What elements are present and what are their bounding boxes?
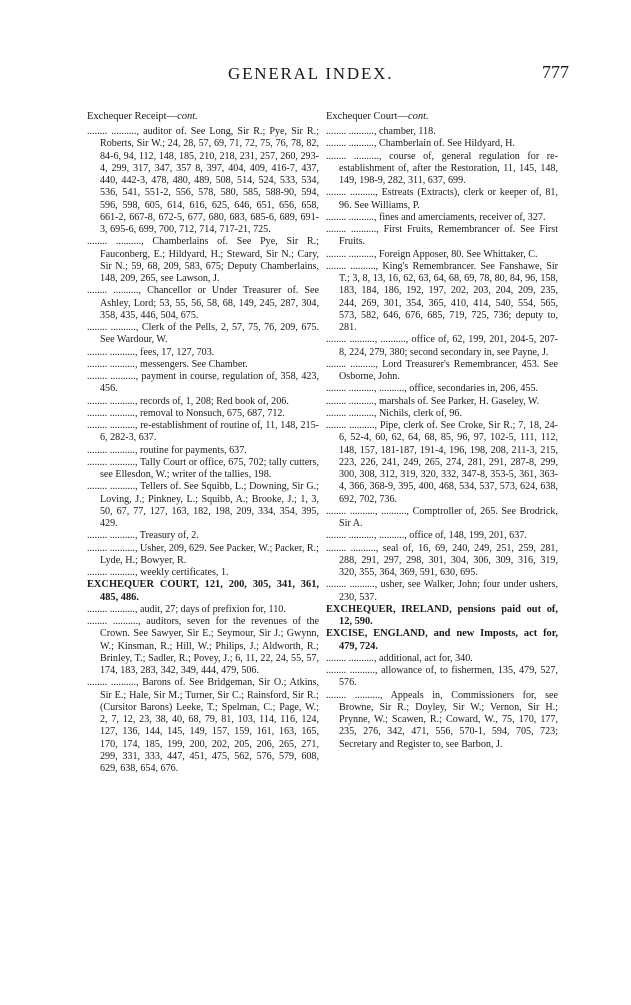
index-entry: ........ .........., Foreign Apposer, 80. See Whittaker, C.	[326, 248, 538, 260]
index-entry: ........ .........., re-establishment of routine of, 11, 148, 215-6, 282-3, 637.	[87, 420, 319, 444]
right-heading-cont: cont.	[407, 111, 429, 122]
index-entry: ........ .........., weekly certificates, 1.	[87, 567, 229, 578]
index-entry: ........ .........., .........., office of, 62, 199, 201, 204-5, 207-8, 224, 279, 380; second secondary in, see Payne, J.	[326, 334, 558, 358]
index-main-entry: EXCISE, ENGLAND, and new Imposts, act for, 479, 724.	[326, 628, 558, 652]
index-entry: ........ .........., Pipe, clerk of. See Croke, Sir R.; 7, 18, 24-6, 52-4, 60, 62, 64, 68, 85, 96, 97, 102-5, 111, 112, 148, 157, 181-187, 191-4, 196, 198, 208, 211-3, 215, 223, 226, 241, 249, 265, 274, 281, 291, 287-8, 299, 300, 308, 312, 319, 320, 332, 347-8, 353-5, 361, 363-4, 366, 368-9, 395, 400, 468, 534, 537, 573, 624, 638, 692, 702, 736.	[326, 420, 558, 505]
index-entry: ........ .........., auditors, seven for the revenues of the Crown. See Sawyer, Sir E.; Seymour, Sir J.; Gwynn, W.; Kinsman, R.; Hill, W.; Philips, J.; Aldworth, R.; Brinley, T.; Sadler, R.; Povey, J.; 6, 11, 22, 24, 55, 57, 174, 183, 283, 342, 349, 444, 479, 506.	[87, 616, 319, 676]
index-entry: ........ .........., King's Remembrancer. See Fanshawe, Sir T.; 3, 8, 13, 16, 62, 63, 64, 68, 69, 78, 80, 84, 96, 158, 183, 184, 186, 192, 197, 202, 203, 204, 209, 235, 244, 269, 301, 354, 365, 410, 414, 540, 554, 565, 573, 582, 646, 676, 685, 719, 725, 736; deputy to, 281.	[326, 260, 558, 333]
right-column-heading	[326, 110, 558, 124]
left-heading-main: Exchequer Receipt—	[87, 111, 178, 122]
page-header	[0, 58, 631, 88]
index-entry: ........ .........., removal to Nonsuch, 675, 687, 712.	[87, 407, 285, 419]
index-entry: ........ .........., payment in course, regulation of, 358, 423, 456.	[87, 371, 319, 395]
running-title: GENERAL INDEX.	[228, 64, 394, 83]
index-entry: ........ .........., Lord Treasurer's Remembrancer, 453. See Osborne, John.	[326, 358, 558, 382]
index-entry: ........ .........., Chancellor or Under Treasurer of. See Ashley, Lord; 53, 55, 56, 58, 68, 149, 245, 287, 304, 358, 435, 446, 504, 675.	[87, 285, 319, 321]
left-index-column	[87, 110, 319, 775]
index-entry: ........ .........., Appeals in, Commissioners for, see Browne, Sir R.; Doyley, Sir W.; Vernon, Sir H.; Prynne, W.; Scawen, R.; Coward, W., 75, 170, 177, 235, 276, 342, 471, 556, 570-1, 594, 705, 723; Secretary and Register to, see Barbon, J.	[326, 689, 558, 750]
index-entry: ........ .........., auditor of. See Long, Sir R.; Pye, Sir R.; Roberts, Sir W.; 24, 28, 57, 69, 71, 72, 75, 76, 78, 82, 84-6, 94, 112, 148, 185, 210, 218, 231, 257, 260, 293-4, 299, 317, 347, 357 8, 397, 404, 409, 416-7, 437, 440, 442-3, 478, 480, 489, 508, 514, 524, 533, 534, 536, 541, 551-2, 556, 578, 580, 585, 588-90, 594, 596, 598, 605, 614, 616, 625, 646, 651, 656, 658, 661-2, 667-8, 672-5, 677, 680, 683, 685-6, 689, 691-3, 695-6, 699, 700, 712, 714, 717-21, 725.	[87, 126, 319, 235]
index-entry: ........ .........., Clerk of the Pells, 2, 57, 75, 76, 209, 675. See Wardour, W.	[87, 322, 319, 346]
index-entry: ........ .........., Tellers of. See Squibb, L.; Downing, Sir G.; Loving, J.; Pinkney, L.; Squibb, A.; Brooke, J.; 1, 3, 50, 67, 77, 127, 163, 182, 198, 209, 334, 354, 395, 429.	[87, 481, 319, 529]
index-entry: ........ .........., fines and amerciaments, receiver of, 327.	[326, 211, 546, 223]
left-column-heading	[87, 110, 319, 124]
index-entry: ........ .........., marshals of. See Parker, H. Gaseley, W.	[326, 395, 540, 407]
index-entry: ........ .........., .........., office of, 148, 199, 201, 637.	[326, 530, 527, 542]
right-index-column	[326, 110, 558, 751]
index-main-entry: EXCHEQUER COURT, 121, 200, 305, 341, 361, 485, 486.	[87, 579, 319, 603]
index-entry: ........ .........., audit, 27; days of prefixion for, 110.	[87, 603, 286, 615]
index-entry: ........ .........., Tally Court or office, 675, 702; tally cutters, see Ellesdon, W.; writer of the tallies, 198.	[87, 456, 319, 480]
index-entry: ........ .........., Estreats (Extracts), clerk or keeper of, 81, 96. See Williams, P.	[326, 187, 558, 211]
index-entry: ........ .........., Usher, 209, 629. See Packer, W.; Packer, R.; Lyde, H.; Bowyer, R.	[87, 542, 319, 566]
index-entry: ........ .........., records of, 1, 208; Red book of, 206.	[87, 395, 289, 407]
index-entry: ........ .........., messengers. See Chamber.	[87, 358, 248, 370]
index-entry: ........ .........., First Fruits, Remembrancer of. See First Fruits.	[326, 224, 558, 248]
index-main-entry: EXCHEQUER, IRELAND, pensions paid out of, 12, 590.	[326, 603, 558, 627]
index-entry: ........ .........., Nichils, clerk of, 96.	[326, 407, 462, 419]
right-heading-main: Exchequer Court—	[326, 111, 408, 122]
index-entry: ........ .........., Barons of. See Bridgeman, Sir O.; Atkins, Sir E.; Hale, Sir M.; Turner, Sir C.; Rainsford, Sir R.; (Cursitor Barons) Leeke, T.; Spelman, C.; Page, W.; 2, 7, 12, 23, 38, 40, 68, 79, 81, 103, 114, 116, 124, 127, 136, 144, 145, 149, 157, 159, 161, 163, 165, 170, 174, 185, 199, 200, 202, 205, 206, 265, 271, 299, 331, 333, 447, 451, 475, 562, 576, 579, 608, 629, 638, 654, 676.	[87, 677, 319, 774]
index-entry: ........ .........., allowance of, to fishermen, 135, 479, 527, 576.	[326, 665, 558, 689]
index-entry: ........ .........., additional, act for, 340.	[326, 652, 473, 664]
index-entry: ........ .........., usher, see Walker, John; four under ushers, 230, 537.	[326, 579, 558, 603]
index-entry: ........ .........., course of, general regulation for re-establishment of, after the Restoration, 11, 145, 148, 149, 198-9, 282, 311, 637, 699.	[326, 150, 558, 186]
index-entry: ........ .........., Chamberlain of. See Hildyard, H.	[326, 138, 515, 150]
index-entry: ........ .........., seal of, 16, 69, 240, 249, 251, 259, 281, 288, 291, 297, 298, 301, 304, 306, 309, 316, 319, 320, 355, 364, 369, 591, 630, 695.	[326, 542, 558, 578]
index-entry: ........ .........., routine for payments, 637.	[87, 444, 247, 456]
index-entry: ........ .........., .........., office, secondaries in, 206, 455.	[326, 383, 539, 395]
index-entry: ........ .........., fees, 17, 127, 703.	[87, 346, 215, 358]
index-entry: ........ .........., .........., Comptroller of, 265. See Brodrick, Sir A.	[326, 505, 558, 529]
index-entry: ........ .........., Treasury of, 2.	[87, 530, 199, 542]
index-entry: ........ .........., Chamberlains of. See Pye, Sir R.; Fauconberg, E.; Hildyard, H.; Steward, Sir N.; Cary, Sir N.; 59, 68, 209, 583, 675; Deputy Chamberlains, 148, 209, 265, see Lawson, J.	[87, 236, 319, 284]
left-heading-cont: cont.	[177, 111, 198, 122]
index-entry: ........ .........., chamber, 118.	[326, 126, 436, 137]
page-number: 777	[542, 62, 569, 82]
